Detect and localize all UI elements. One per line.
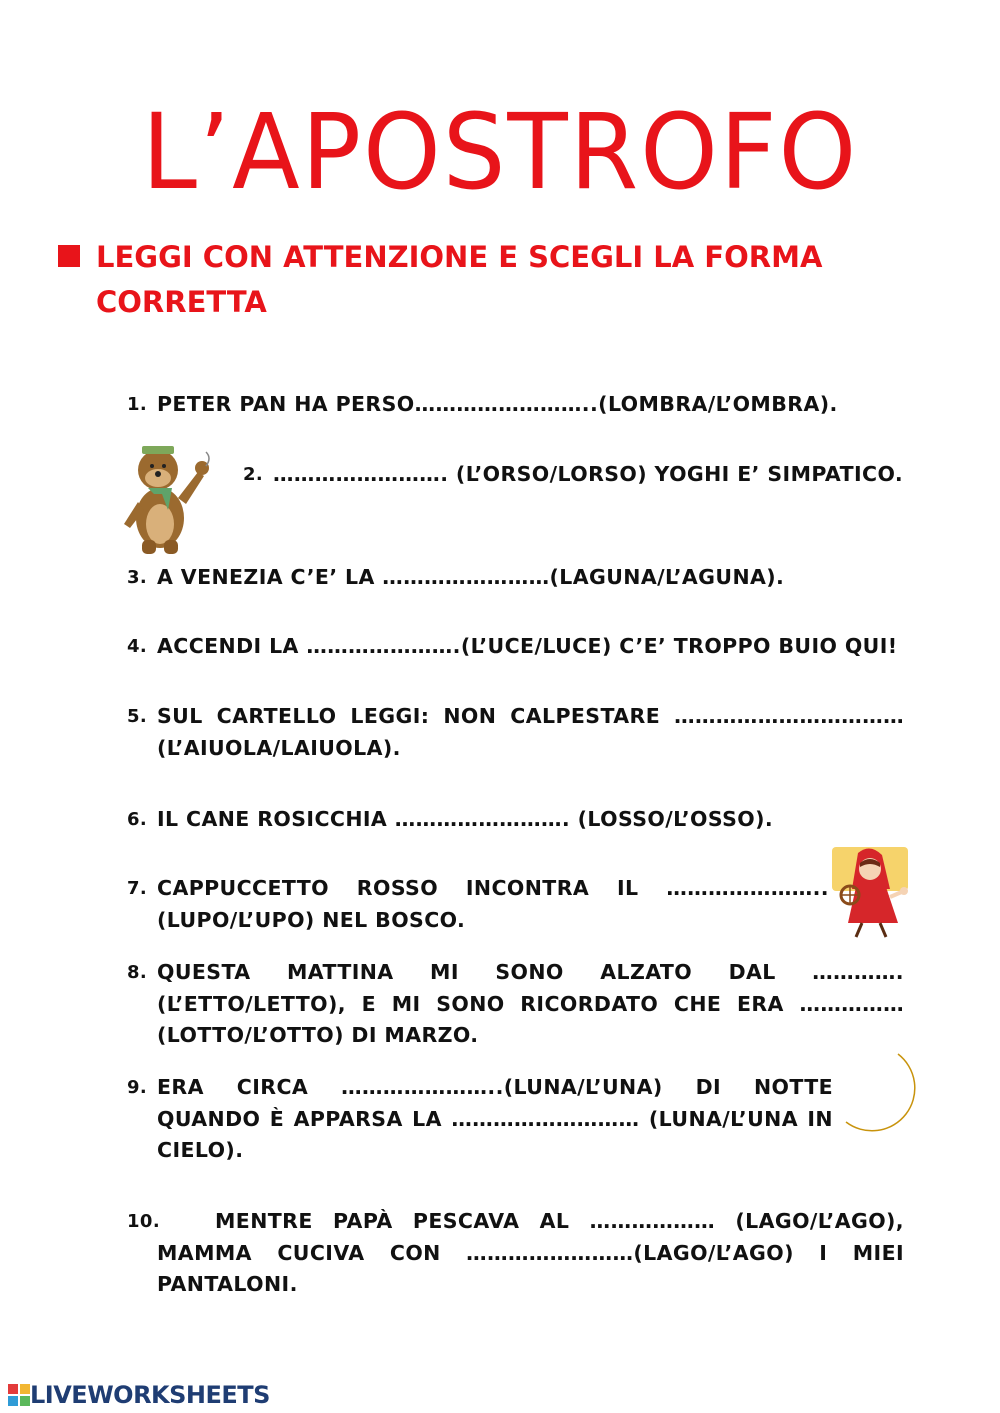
item-text: QUESTA MATTINA MI SONO ALZATO DAL ………….(L’ETTO/LETTO), E MI SONO RICORDATO CHE ERA …………… (LOTTO/L’OTTO) DI MARZO. xyxy=(157,960,904,1047)
item-number: 6. xyxy=(127,809,148,830)
red-riding-hood-image xyxy=(828,843,912,939)
item-text: MENTRE PAPÀ PESCAVA AL ……………… (LAGO/L’AGO), MAMMA CUCIVA CON ……………………(LAGO/L’AGO) I MIEI PANTALONI. xyxy=(157,1209,904,1296)
item-text: ERA CIRCA …………………..(LUNA/L’UNA) DI NOTTE QUANDO È APPARSA LA ……………………… (LUNA/L’UNA IN CIELO). xyxy=(157,1075,833,1162)
red-square-bullet-icon xyxy=(58,245,80,267)
item-number: 2. xyxy=(243,464,264,485)
item-number: 9. xyxy=(127,1077,148,1098)
item-number: 10. xyxy=(127,1211,161,1232)
item-number: 1. xyxy=(127,394,148,415)
item-text: SUL CARTELLO LEGGI: NON CALPESTARE …………………………… (L’AIUOLA/LAIUOLA). xyxy=(157,704,904,760)
item-text: ACCENDI LA ………………….(L’UCE/LUCE) C’E’ TROPPO BUIO QUI! xyxy=(157,634,898,658)
brand-name: LIVEWORKSHEETS xyxy=(30,1381,270,1409)
item-number: 3. xyxy=(127,567,148,588)
item-text: IL CANE ROSICCHIA ……………………. (LOSSO/L’OSSO). xyxy=(157,807,774,831)
liveworksheets-logo-icon xyxy=(8,1384,30,1406)
page-title: L’APOSTROFO xyxy=(141,91,859,213)
item-number: 5. xyxy=(127,706,148,727)
crescent-moon-image xyxy=(840,1050,924,1136)
item-text: ……………………. (L’ORSO/LORSO) YOGHI E’ SIMPATICO. xyxy=(273,462,904,486)
instruction-text: LEGGI CON ATTENZIONE E SCEGLI LA FORMA CORRETTA xyxy=(96,240,823,319)
item-number: 8. xyxy=(127,962,148,983)
yogi-bear-image xyxy=(118,432,214,556)
item-text: CAPPUCCETTO ROSSO INCONTRA IL ………………….. (LUPO/L’UPO) NEL BOSCO. xyxy=(157,876,829,932)
footer-logo xyxy=(8,1381,270,1409)
item-text: PETER PAN HA PERSO……………………..(LOMBRA/L’OMBRA). xyxy=(157,392,838,416)
item-number: 4. xyxy=(127,636,148,657)
item-number: 7. xyxy=(127,878,148,899)
item-text: A VENEZIA C’E’ LA ……………………(LAGUNA/L’AGUNA). xyxy=(157,565,785,589)
